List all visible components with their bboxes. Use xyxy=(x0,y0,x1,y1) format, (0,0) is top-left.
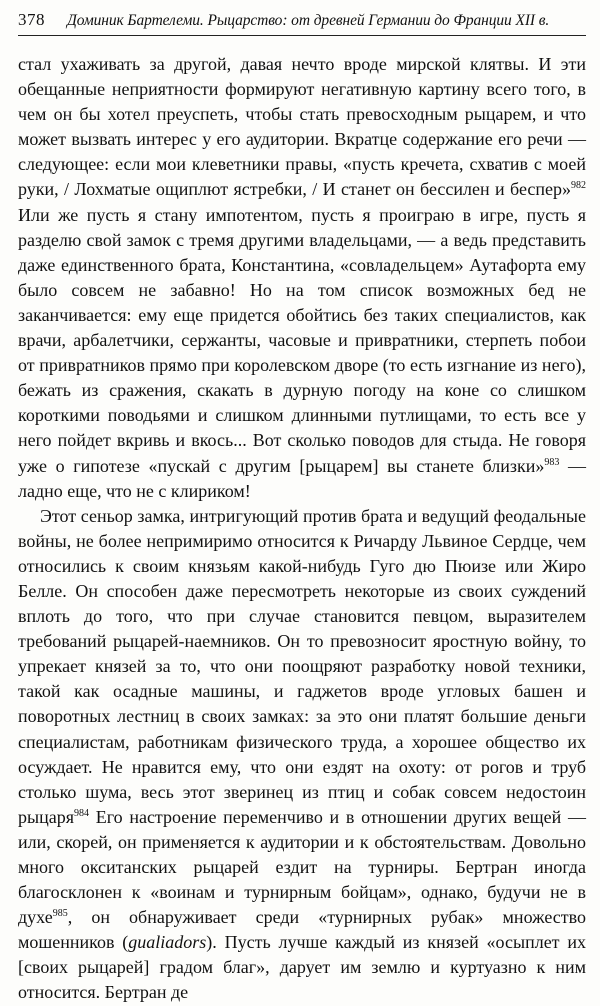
text-run: стал ухаживать за другой, давая нечто вроде мирской клятвы. И эти обещанные неприятности формируют негативную картину всего того, в чем он бы хотел преуспеть, чтобы стать превосходным рыцарем, и что может вызвать интерес у его аудитории. Вкратце содержание его речи — следующее: если мои клеветники правы, «пусть кречета, схватив с моей руки, / Лохматые ощиплют ястребки, / И станет он бессилен и беспер» xyxy=(18,54,586,200)
italic-term: gualiadors xyxy=(128,932,207,953)
running-title: Доминик Бартелеми. Рыцарство: от древней Германии до Франции XII в. xyxy=(67,12,550,29)
body-text xyxy=(18,52,586,1006)
paragraph xyxy=(18,52,586,504)
page-number: 378 xyxy=(18,10,45,29)
text-run: ). Пусть лучше каждый из князей «осыплет их [своих рыцарей] градом благ», дарует им землю и куртуазно к ним относится. Бертран де xyxy=(18,932,586,1003)
paragraph xyxy=(18,504,586,1006)
text-run: — ладно еще, что не с клириком! xyxy=(18,455,586,501)
text-run: Его настроение переменчиво и в отношении других вещей — или, скорей, он применяется к аудитории и к обстоятельствам. Довольно много окситанских рыцарей ездит на турниры. Бертран иногда благосклонен к «воинам и турнирным бойцам», однако, будучи не в духе xyxy=(18,806,586,928)
footnote-marker: 985 xyxy=(52,908,68,920)
footnote-marker: 984 xyxy=(74,807,89,819)
running-header xyxy=(18,6,586,36)
text-run: , он обнаруживает среди «турнирных рубак» множество мошенников ( xyxy=(18,907,586,953)
text-run: Или же пусть я стану импотентом, пусть я проиграю в игре, пусть я разделю свой замок с тремя другими владельцами, — а ведь представить даже единственного брата, Константина, «совладельцем» Аутафорта ему было совсем не забавно! Но на том список возможных бед не заканчивается: ему еще придется обойтись без таких специалистов, как врачи, арбалетчики, сержанты, часовые и привратники, стерпеть побои от привратников прямо при королевском дворе (то есть изгнание из него), бежать из сражения, скакать в дурную погоду на коне со слишком короткими поводьями и слишком длинными путлищами, то есть все у него пойдет вкривь и вкось... Вот сколько поводов для стыда. Не говоря уже о гипотезе «пускай с другим [рыцарем] вы станете близки» xyxy=(18,204,586,476)
footnote-marker: 982 xyxy=(571,180,586,192)
footnote-marker: 983 xyxy=(544,456,560,468)
text-run: Этот сеньор замка, интригующий против брата и ведущий феодальные войны, не более непримиримо относится к Ричарду Львиное Сердце, чем относились к своим князьям какой-нибудь Гуго дю Пюизе или Жиро Белле. Он способен даже пересмотреть некоторые из своих суждений вплоть до того, что при случае становится певцом, выразителем требований рыцарей-наемников. Он то превозносит яростную войну, то упрекает князей за то, что они поощряют разработку новой техники, такой как осадные машины, и гаджетов вроде угловых башен и поворотных лестниц в своих замках: за это они платят большие деньги специалистам, работникам физического труда, а хорошее общество их осуждает. Не нравится ему, что они ездят на охоту: от рогов и труб столько шума, весь этот зверинец из птиц и собак совсем недостоин рыцаря xyxy=(18,505,586,827)
